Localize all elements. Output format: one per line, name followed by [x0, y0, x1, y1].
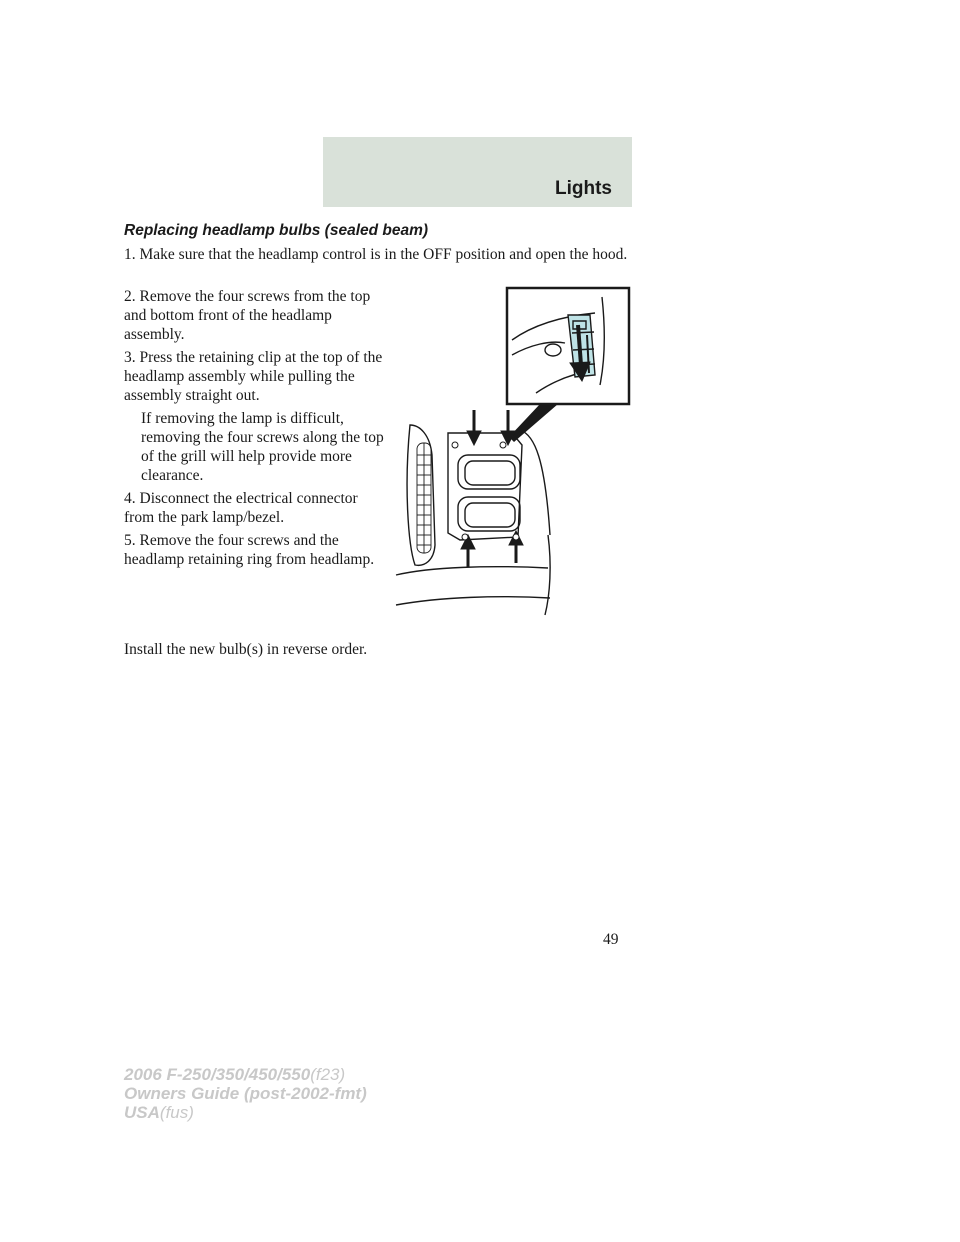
closing-instruction: Install the new bulb(s) in reverse order.: [124, 641, 368, 658]
section-title: Lights: [555, 178, 612, 199]
step-3-note: If removing the lamp is difficult, removing the four screws along the top of the grill will help provide more clearance.: [141, 410, 384, 484]
pointer-wedge: [509, 404, 558, 442]
step-5: 5. Remove the four screws and the headlamp retaining ring from headlamp.: [124, 532, 375, 568]
headlamp-assembly-illustration: [390, 285, 635, 620]
footer-model-code: (f23): [310, 1065, 346, 1084]
headlamp-lenses: [458, 455, 520, 531]
step-2: 2. Remove the four screws from the top and bottom front of the headlamp assembly.: [124, 288, 371, 343]
step-1: 1. Make sure that the headlamp control is in the OFF position and open the hood.: [124, 246, 628, 263]
footer-model: 2006 F-250/350/450/550: [124, 1065, 311, 1084]
footer-region: USA: [124, 1103, 160, 1122]
step-3: 3. Press the retaining clip at the top of the headlamp assembly while pulling the assembly straight out.: [124, 349, 383, 404]
procedure-heading: Replacing headlamp bulbs (sealed beam): [124, 222, 429, 239]
footer-guide: Owners Guide (post-2002-fmt): [124, 1084, 367, 1103]
footer-region-code: (fus): [159, 1103, 194, 1122]
step-4: 4. Disconnect the electrical connector from the park lamp/bezel.: [124, 490, 358, 526]
inset-detail-box: [507, 288, 629, 404]
grille-mesh: [417, 443, 431, 553]
page-number: 49: [603, 931, 619, 948]
truck-front-outline: [396, 425, 550, 615]
document-footer: [124, 1065, 367, 1122]
